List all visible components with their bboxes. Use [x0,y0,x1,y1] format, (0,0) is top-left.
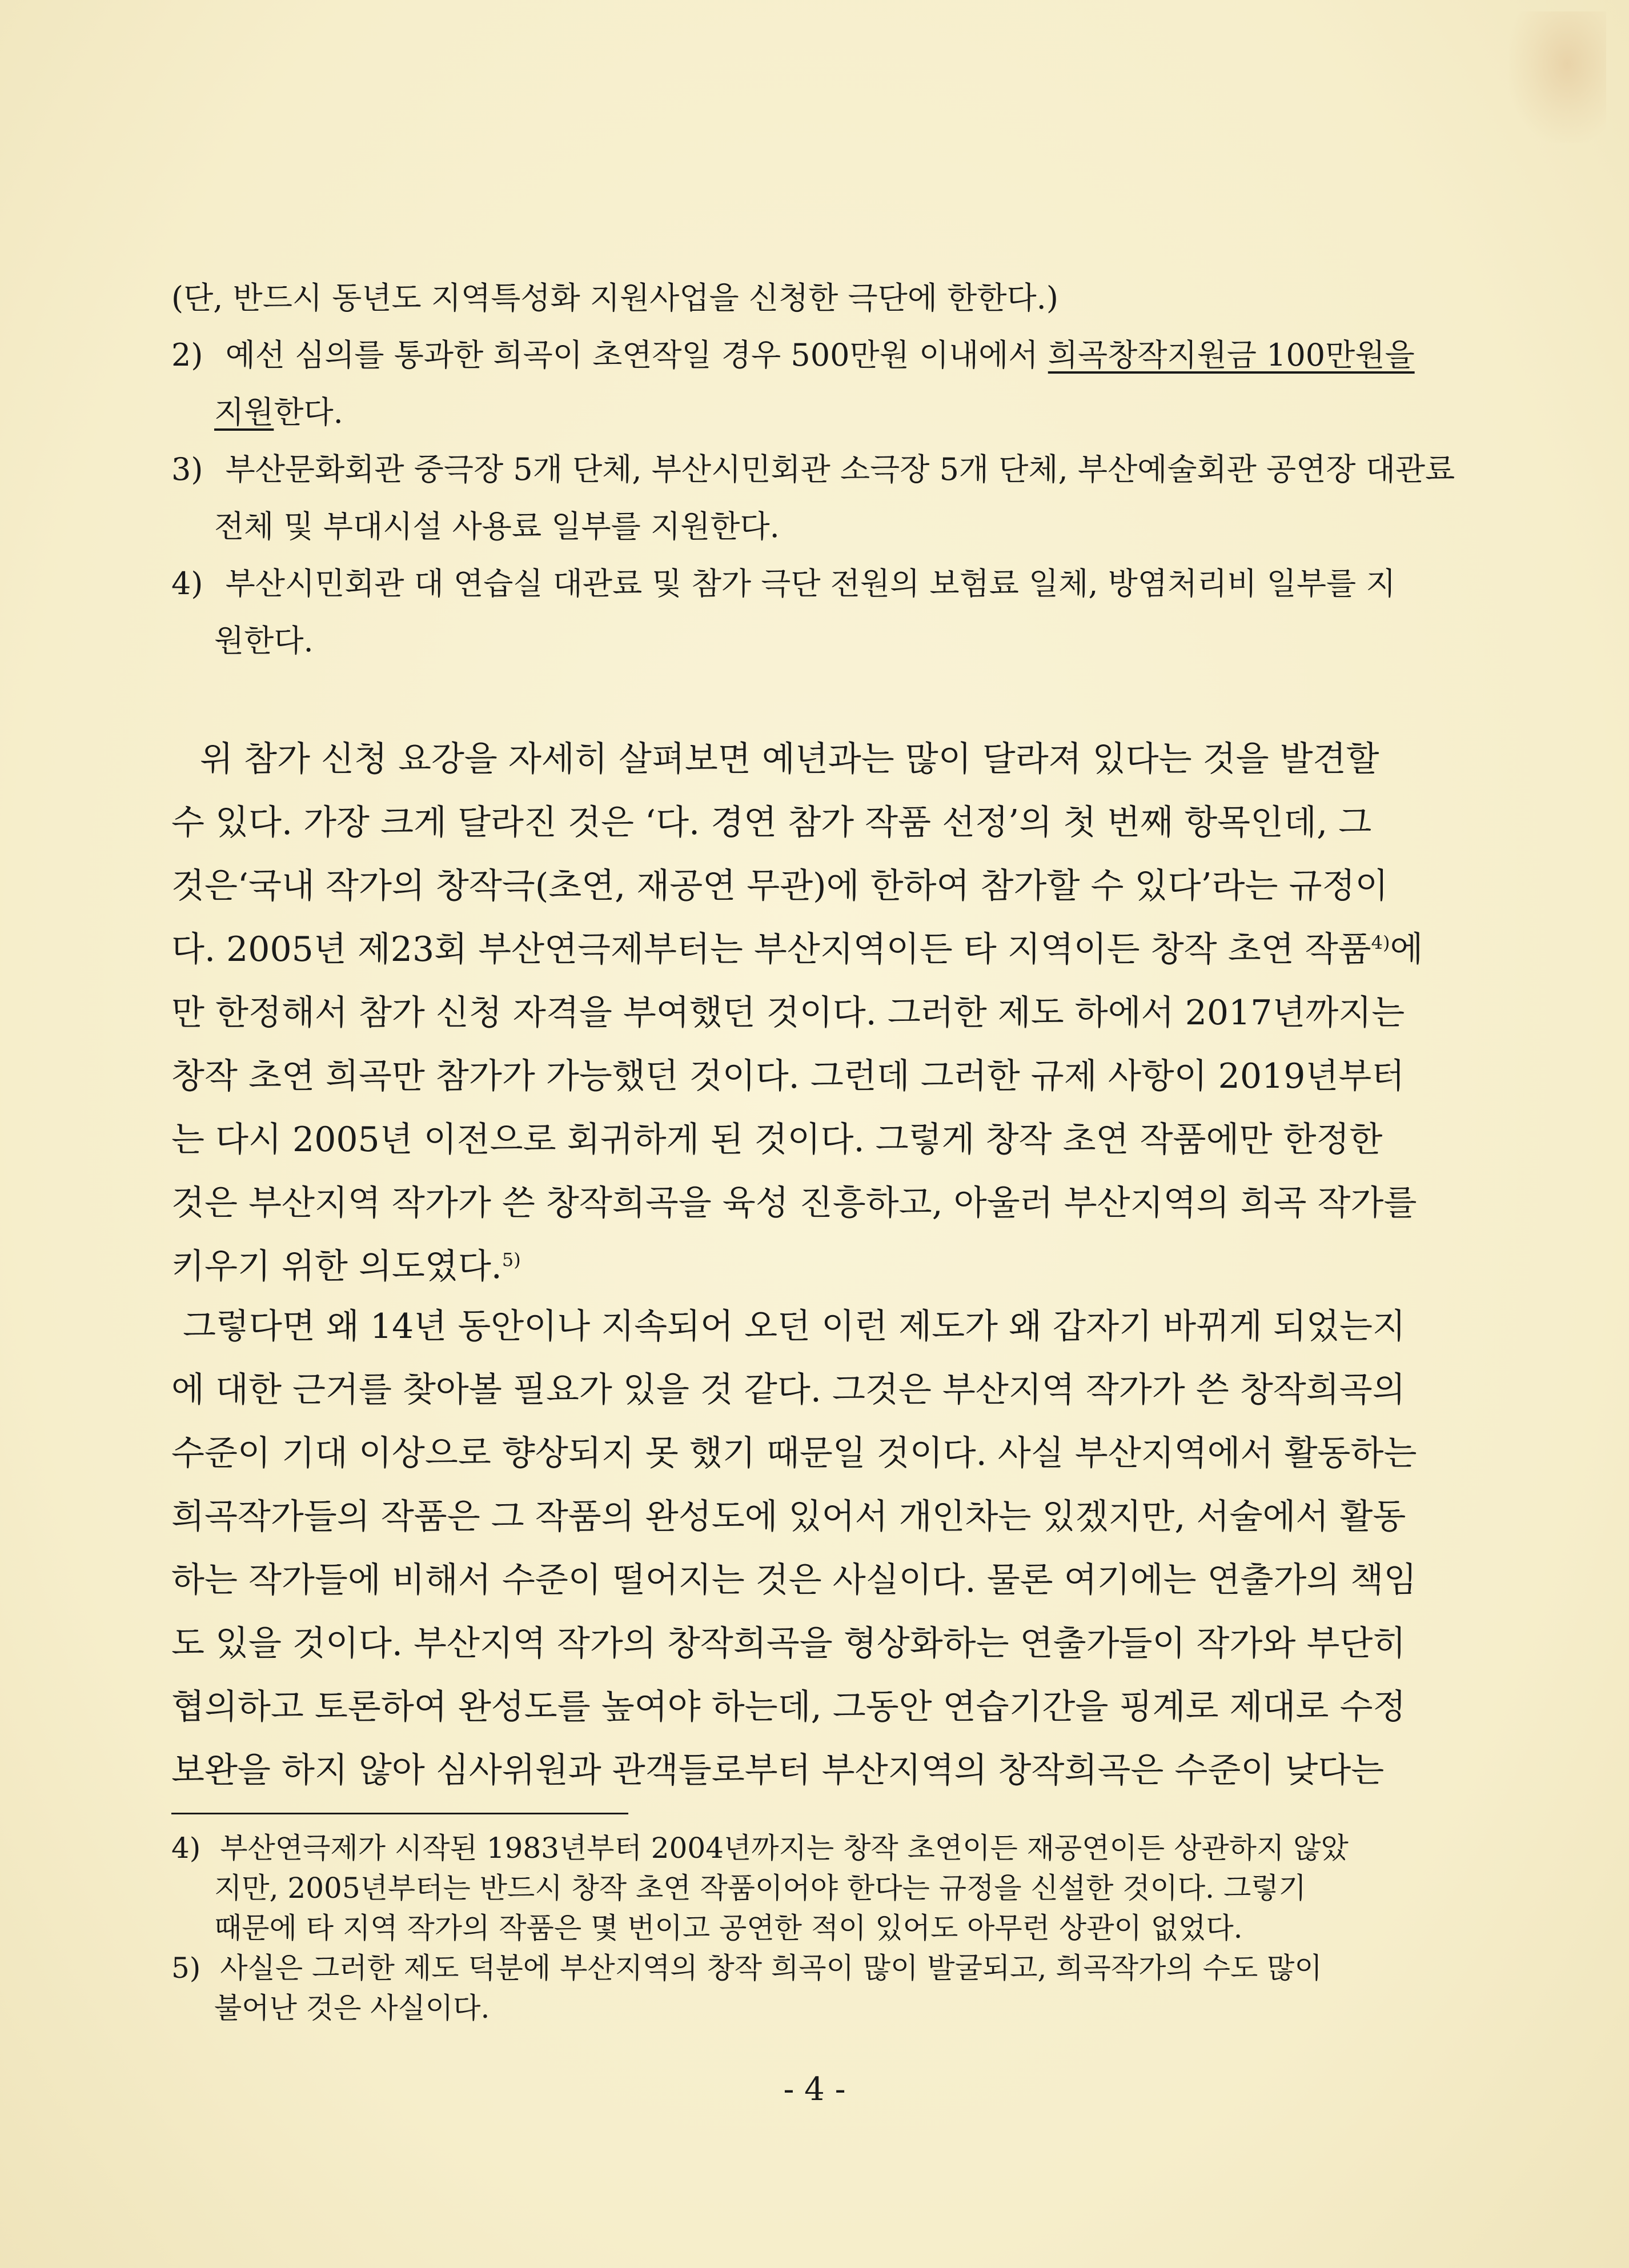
underlined-text: 희곡창작지원금 100만원을 [1048,337,1415,373]
underlined-text: 지원 [214,394,274,430]
paragraph-line: 하는 작가들에 비해서 수준이 떨어지는 것은 사실이다. 물론 여기에는 연출가의 책임 [171,1560,1417,1600]
footnote-text: 부산연극제가 시작된 1983년부터 2004년까지는 창작 초연이든 재공연이든 상관하지 않았 [220,1832,1349,1865]
paragraph-line: 수준이 기대 이상으로 향상되지 못 했기 때문일 것이다. 사실 부산지역에서 활동하는 [171,1433,1417,1473]
list-number: 2) [171,337,203,373]
paragraph-line: 에 대한 근거를 찾아볼 필요가 있을 것 같다. 그것은 부산지역 작가가 쓴 창작희곡의 [171,1370,1406,1410]
footnote-4-continuation: 지만, 2005년부터는 반드시 창작 초연 작품이어야 한다는 규정을 신설한 것이다. 그렇기 [214,1872,1306,1905]
footnote-4-continuation: 때문에 타 지역 작가의 작품은 몇 번이고 공연한 적이 있어도 아무런 상관이 없었다. [214,1912,1243,1945]
footnote-number: 5) [171,1952,201,1985]
paragraph-line [171,931,1423,968]
list-number: 4) [171,566,203,602]
paragraph-text: 다. 2005년 제23회 부산연극제부터는 부산지역이든 타 지역이든 창작 초연 작품 [171,929,1371,969]
paragraph-line: 수 있다. 가장 크게 달라진 것은 ‘다. 경연 참가 작품 선정’의 첫 번째 항목인데, 그 [171,803,1372,843]
list-item-2 [171,337,1415,374]
list-item-3-continuation: 전체 및 부대시설 사용료 일부를 지원한다. [214,508,780,544]
footnote-ref-4[interactable]: 4) [1371,932,1390,953]
paragraph-line: 보완을 하지 않아 심사위원과 관객들로부터 부산지역의 창작희곡은 수준이 낮다는 [171,1750,1385,1790]
paper-stain [1509,11,1606,143]
paragraph-text: 에 [1390,929,1423,969]
footnote-5-continuation: 불어난 것은 사실이다. [214,1991,490,2025]
list-text: 예선 심의를 통과한 희곡이 초연작일 경우 500만원 이내에서 [225,337,1048,373]
list-item-2-continuation [214,394,343,431]
footnote-ref-5[interactable]: 5) [501,1249,521,1271]
list-text: 한다. [274,394,343,430]
paragraph-line: 희곡작가들의 작품은 그 작품의 완성도에 있어서 개인차는 있겠지만, 서술에서 활동 [171,1497,1406,1537]
paragraph-line: 그렇다면 왜 14년 동안이나 지속되어 오던 이런 제도가 왜 갑자기 바뀌게 되었는지 [183,1307,1406,1347]
paragraph-line: 것은‘국내 작가의 창작극(초연, 재공연 무관)에 한하여 참가할 수 있다’라는 규정이 [171,866,1389,906]
footnote-4 [171,1831,1349,1865]
list-number: 3) [171,451,203,487]
list-item-4 [171,566,1396,602]
paragraph-line: 협의하고 토론하여 완성도를 높여야 하는데, 그동안 연습기간을 핑계로 제대로 수정 [171,1687,1406,1727]
paragraph-line: 위 참가 신청 요강을 자세히 살펴보면 예년과는 많이 달라져 있다는 것을 발견할 [200,739,1379,779]
list-item-4-continuation: 원한다. [214,623,314,659]
paragraph-line: 는 다시 2005년 이전으로 회귀하게 된 것이다. 그렇게 창작 초연 작품에만 한정한 [171,1120,1383,1160]
paragraph-line: 도 있을 것이다. 부산지역 작가의 창작희곡을 형상화하는 연출가들이 작가와 부단히 [171,1624,1406,1664]
condition-note: (단, 반드시 동년도 지역특성화 지원사업을 신청한 극단에 한한다.) [171,280,1058,316]
paragraph-line: 창작 초연 희곡만 참가가 가능했던 것이다. 그런데 그러한 규제 사항이 2019년부터 [171,1056,1405,1096]
paragraph-line [171,1248,521,1285]
paragraph-line: 만 한정해서 참가 신청 자격을 부여했던 것이다. 그러한 제도 하에서 2017년까지는 [171,993,1405,1033]
footnote-text: 사실은 그러한 제도 덕분에 부산지역의 창작 희곡이 많이 발굴되고, 희곡작가의 수도 많이 [220,1952,1322,1985]
footnote-number: 4) [171,1832,201,1865]
page-number: - 4 - [783,2071,846,2108]
list-text: 부산문화회관 중극장 5개 단체, 부산시민회관 소극장 5개 단체, 부산예술회관 공연장 대관료 [225,451,1455,487]
list-item-3 [171,451,1455,488]
paragraph-line: 것은 부산지역 작가가 쓴 창작희곡을 육성 진흥하고, 아울러 부산지역의 희곡 작가를 [171,1183,1417,1223]
footnote-divider [171,1813,628,1814]
paragraph-text: 키우기 위한 의도였다. [171,1247,502,1287]
list-text: 부산시민회관 대 연습실 대관료 및 참가 극단 전원의 보험료 일체, 방염처리비 일부를 지 [225,566,1396,602]
footnote-5 [171,1951,1322,1985]
